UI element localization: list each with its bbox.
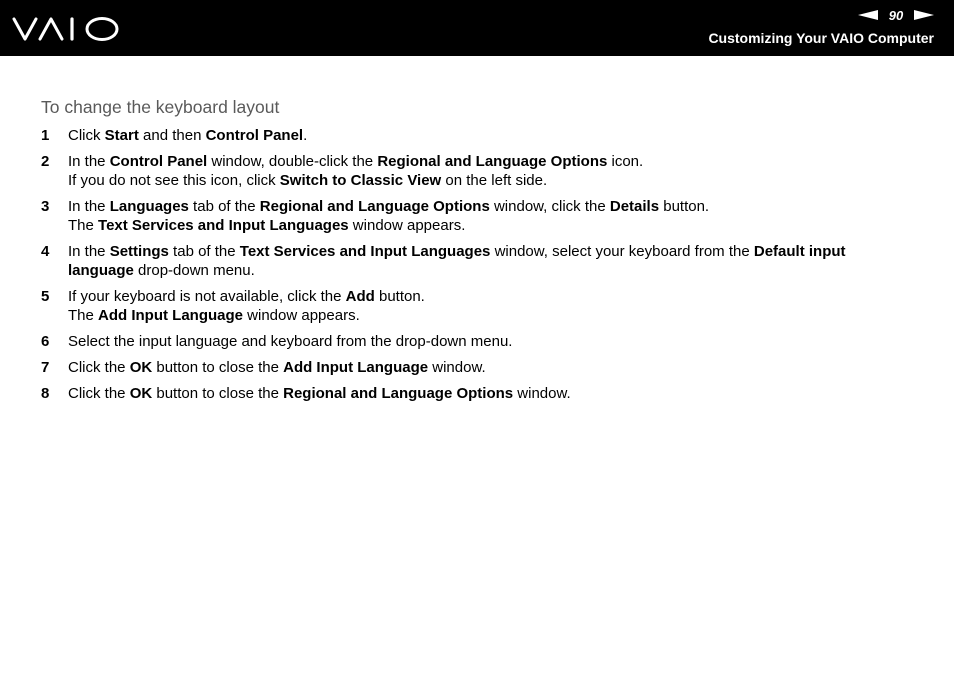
step-number: 7 — [41, 359, 50, 376]
step-text: button to close the — [152, 385, 284, 402]
ui-term: Text Services and Input Languages — [98, 217, 349, 234]
step-text-line — [68, 242, 921, 261]
step-text: button to close the — [152, 359, 284, 376]
procedure-heading: To change the keyboard layout — [41, 97, 280, 117]
step-text-line — [68, 306, 921, 325]
step-text: The — [68, 217, 99, 234]
step-number: 1 — [41, 127, 50, 144]
step-number: 2 — [41, 153, 50, 170]
step-number: 8 — [41, 385, 50, 402]
step-text: The — [68, 307, 99, 324]
procedure-step — [41, 152, 921, 190]
step-text: on the left side. — [441, 172, 548, 189]
step-text: tab of the — [188, 198, 260, 215]
step-text: In the — [68, 153, 110, 170]
ui-term: Switch to Classic View — [279, 172, 442, 189]
step-text: Click the — [68, 359, 130, 376]
ui-term: Regional and Language Options — [259, 198, 490, 215]
step-text-line — [68, 358, 921, 377]
step-text: In the — [68, 243, 110, 260]
step-text: drop-down menu. — [133, 262, 255, 279]
page-number: 90 — [888, 7, 904, 23]
ui-term: Default input — [753, 243, 846, 260]
ui-term: language — [68, 262, 134, 279]
previous-page-arrow-icon[interactable] — [857, 9, 879, 21]
step-number: 3 — [41, 198, 50, 215]
step-text-line — [68, 216, 921, 235]
step-number: 4 — [41, 243, 50, 260]
ui-term: OK — [129, 359, 153, 376]
step-text: window, double-click the — [207, 153, 378, 170]
ui-term: Add Input Language — [283, 359, 429, 376]
procedure-step — [41, 384, 921, 403]
procedure-step — [41, 197, 921, 235]
ui-term: Start — [104, 127, 139, 144]
step-number: 5 — [41, 288, 50, 305]
procedure-steps — [41, 126, 921, 410]
step-text: If you do not see this icon, click — [68, 172, 280, 189]
next-page-arrow-icon[interactable] — [913, 9, 935, 21]
step-number: 6 — [41, 333, 50, 350]
step-text: window, select your keyboard from the — [490, 243, 754, 260]
step-text: . — [303, 127, 308, 144]
step-text-line — [68, 171, 921, 190]
procedure-step — [41, 287, 921, 325]
step-text-line — [68, 126, 921, 145]
step-text: window appears. — [348, 217, 466, 234]
ui-term: Languages — [109, 198, 189, 215]
page-header — [0, 0, 954, 56]
section-title: Customizing Your VAIO Computer — [708, 30, 934, 46]
procedure-step — [41, 126, 921, 145]
step-text: button. — [374, 288, 425, 305]
ui-term: Settings — [109, 243, 169, 260]
step-text: window. — [513, 385, 571, 402]
ui-term: Text Services and Input Languages — [239, 243, 491, 260]
ui-term: Control Panel — [109, 153, 208, 170]
step-text: button. — [659, 198, 710, 215]
ui-term: Control Panel — [205, 127, 304, 144]
step-text: window. — [428, 359, 486, 376]
vaio-logo — [12, 14, 122, 44]
ui-term: Regional and Language Options — [377, 153, 608, 170]
step-text: and then — [138, 127, 206, 144]
ui-term: Add Input Language — [98, 307, 243, 324]
procedure-step — [41, 332, 921, 351]
step-text: Click — [68, 127, 105, 144]
step-text-line — [68, 152, 921, 171]
step-text: In the — [68, 198, 110, 215]
step-text-line — [68, 332, 921, 351]
step-text-line — [68, 287, 921, 306]
step-text: If your keyboard is not available, click the — [68, 288, 346, 305]
step-text-line — [68, 197, 921, 216]
step-text: Select the input language and keyboard from the drop-down menu. — [68, 333, 513, 350]
step-text: window appears. — [243, 307, 360, 324]
step-text-line — [68, 261, 921, 280]
procedure-step — [41, 358, 921, 377]
step-text: icon. — [607, 153, 644, 170]
step-text-line — [68, 384, 921, 403]
ui-term: Details — [609, 198, 660, 215]
step-text: tab of the — [168, 243, 240, 260]
page-navigation — [857, 6, 935, 24]
procedure-step — [41, 242, 921, 280]
step-text: window, click the — [489, 198, 610, 215]
ui-term: Add — [345, 288, 375, 305]
ui-term: OK — [129, 385, 153, 402]
step-text: Click the — [68, 385, 130, 402]
ui-term: Regional and Language Options — [283, 385, 514, 402]
